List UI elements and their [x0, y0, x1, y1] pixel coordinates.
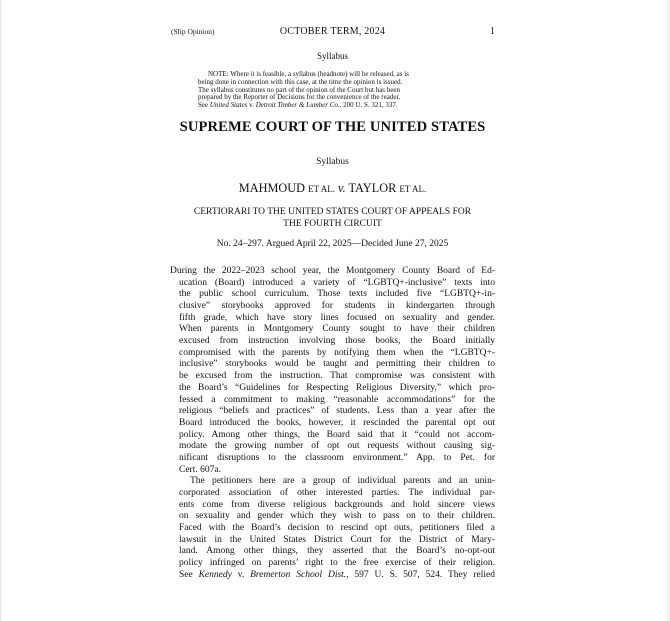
body-line: on sexuality and gender which they wish to pass on to their children.: [179, 511, 495, 522]
page-number: 1: [490, 26, 495, 37]
body-line: religious “beliefs and practices” of students. Less than a year after the: [179, 406, 495, 417]
body-line: ucation (Board) introduced a variety of “LGBTQ+-inclusive” texts into: [179, 277, 495, 288]
docket-line: No. 24–297. Argued April 22, 2025—Decided June 27, 2025: [216, 238, 449, 249]
body-line: clusive” storybooks approved for students in kindergarten through: [179, 301, 495, 312]
body-line: Board introduced the books, however, it rescinded the parental opt out: [179, 417, 495, 428]
note-line: NOTE: Where it is feasible, a syllabus (headnote) will be released, as is: [208, 70, 409, 78]
body-line: modate the growing number of opt out requests without causing sig-: [179, 441, 495, 452]
note-line: The syllabus constitutes no part of the opinion of the Court but has been: [198, 85, 400, 94]
certiorari-heading: CERTIORARI TO THE UNITED STATES COURT OF APPEALS FOR THE FOURTH CIRCUIT: [193, 206, 472, 229]
page-left-edge: [0, 0, 1, 621]
slip-opinion-label: (Slip Opinion): [171, 27, 215, 36]
document-page: [170, 26, 495, 582]
body-line: fifth grade, which have story lines focused on sexuality and gender.: [179, 312, 495, 323]
body-line: the Board’s “Guidelines for Respecting Religious Diversity,” which pro-: [179, 382, 495, 393]
body-line: land. Among other things, they asserted that the Board’s no-opt-out: [179, 546, 495, 557]
syllabus-heading: Syllabus: [316, 156, 349, 167]
running-head: [170, 26, 495, 40]
body-line: ents come from diverse religious backgrounds and hold sincere views: [179, 499, 495, 510]
body-line: policy. Among other things, the Board said that it “could not accom-: [179, 429, 495, 440]
syllabus-note: [198, 71, 469, 110]
body-line: During the 2022–2023 school year, the Montgomery County Board of Ed-: [170, 265, 495, 276]
body-line: fessed a commitment to making “reasonable accommodations” for the: [179, 394, 495, 405]
body-line: lawsuit in the United States District Court for the District of Mary-: [179, 534, 495, 545]
body-line: The petitioners here are a group of individual parents and an unin-: [190, 476, 495, 487]
syllabus-heading-top: Syllabus: [316, 51, 348, 61]
body-line: Cert. 607a.: [179, 464, 221, 475]
term-heading: OCTOBER TERM, 2024: [279, 26, 386, 37]
page-right-edge: [664, 0, 670, 621]
body-line: corporated association of other interested parties. The individual par-: [179, 488, 495, 499]
note-line: being done in connection with this case, at the time the opinion is issued.: [198, 77, 403, 86]
note-citation: See United States v. Detroit Timber & Lumber Co., 200 U. S. 321, 337.: [198, 101, 398, 110]
body-line: inclusive” storybooks would be taught and permitting their children to: [179, 359, 495, 370]
court-title: SUPREME COURT OF THE UNITED STATES: [179, 118, 486, 135]
syllabus-body: [170, 266, 495, 582]
body-line: be excused from the instruction. That compromise was consistent with: [179, 371, 495, 382]
body-line: policy infringed on parents’ right to the free exercise of their religion.: [179, 558, 495, 569]
case-name: MAHMOUD ET AL. v. TAYLOR ET AL.: [238, 180, 427, 195]
body-line: nificant disruptions to the classroom environment.” App. to Pet. for: [179, 452, 495, 463]
body-line: compromised with the parents by notifying them when the “LGBTQ+-: [179, 347, 495, 358]
body-line-citation: See Kennedy v. Bremerton School Dist., 597 U. S. 507, 524. They relied: [179, 569, 495, 580]
body-line: the public school curriculum. Those texts included five “LGBTQ+-in-: [179, 289, 495, 300]
body-line: excused from instruction involving those books, the Board initially: [179, 336, 495, 347]
note-line: prepared by the Reporter of Decisions for the convenience of the reader.: [198, 93, 401, 102]
body-line: Faced with the Board’s decision to rescind opt outs, petitioners filed a: [179, 523, 495, 534]
body-line: When parents in Montgomery County sought to have their children: [179, 324, 495, 335]
